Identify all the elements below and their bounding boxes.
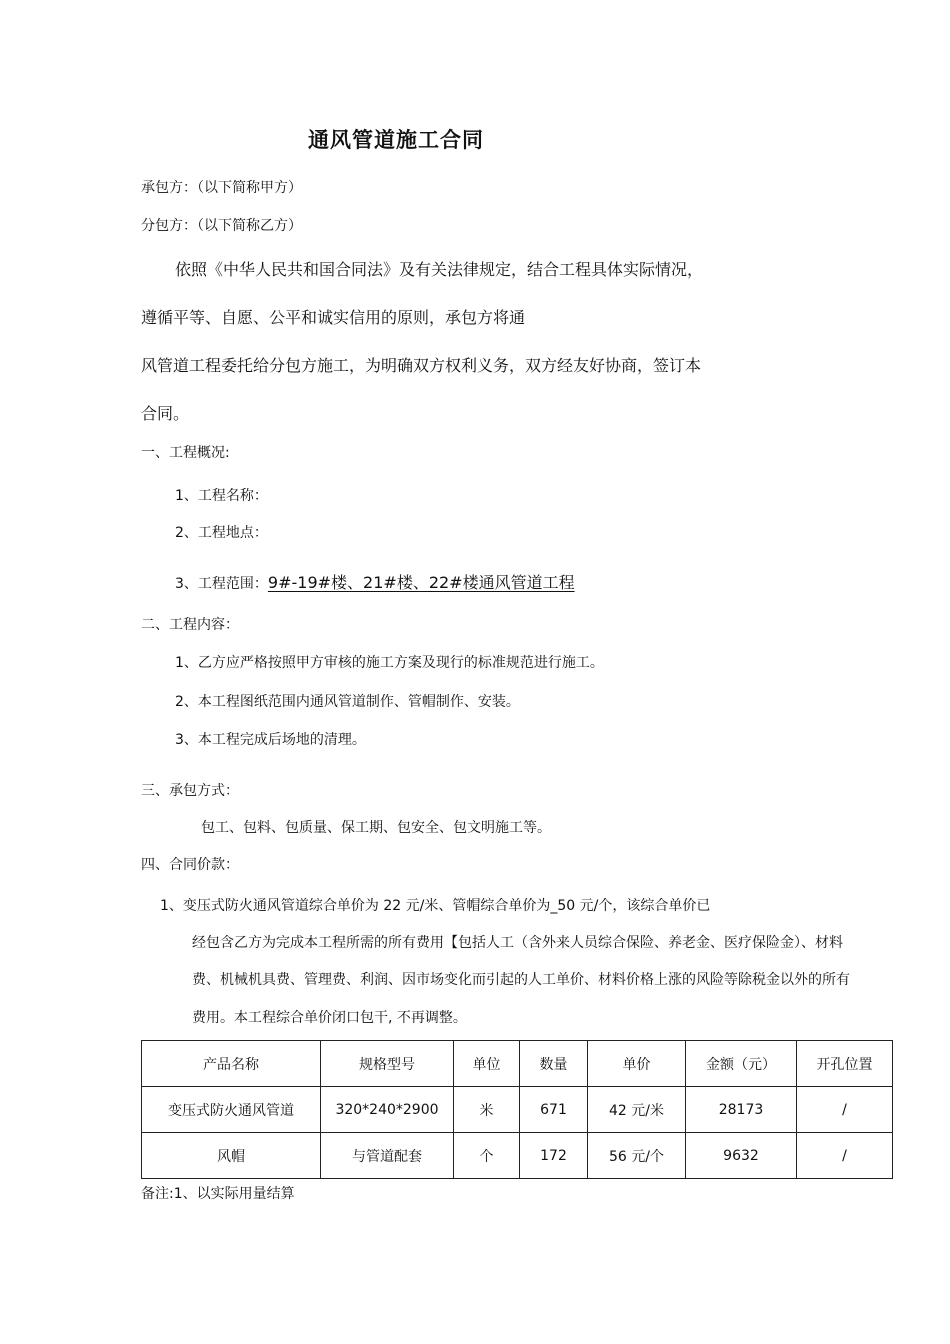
intro-line: 依照《中华人民共和国合同法》及有关法律规定，结合工程具体实际情况， bbox=[175, 260, 704, 279]
intro-line: 遵循平等、自愿、公平和诚实信用的原则，承包方将通 bbox=[141, 308, 526, 327]
table-cell: 42 元/米 bbox=[588, 1087, 686, 1133]
table-cell: 172 bbox=[520, 1133, 588, 1179]
table-cell: 个 bbox=[454, 1133, 520, 1179]
table-header: 数量 bbox=[520, 1041, 588, 1087]
price-paragraph-line: 1、变压式防火通风管道综合单价为 22 元/米、管帽综合单价为_50 元/个，该综合单价已 bbox=[160, 898, 711, 914]
project-scope bbox=[175, 574, 575, 593]
table-note: 备注:1、以实际用量结算 bbox=[141, 1186, 295, 1202]
contract-title: 通风管道施工合同 bbox=[308, 128, 484, 152]
content-item: 1、乙方应严格按照甲方审核的施工方案及现行的标准规范进行施工。 bbox=[175, 655, 604, 671]
table-cell: 米 bbox=[454, 1087, 520, 1133]
table-cell: 320*240*2900 bbox=[321, 1087, 454, 1133]
content-item: 3、本工程完成后场地的清理。 bbox=[175, 732, 366, 748]
table-cell: 56 元/个 bbox=[588, 1133, 686, 1179]
table-cell: / bbox=[797, 1133, 893, 1179]
table-cell: 风帽 bbox=[142, 1133, 321, 1179]
party-a: 承包方：（以下简称甲方） bbox=[141, 180, 302, 196]
price-paragraph-line: 经包含乙方为完成本工程所需的所有费用【包括人工（含外来人员综合保险、养老金、医疗保险金）、材料 bbox=[192, 935, 843, 951]
section2-heading: 二、工程内容： bbox=[141, 617, 239, 633]
table-header: 单位 bbox=[454, 1041, 520, 1087]
party-b: 分包方：（以下简称乙方） bbox=[141, 218, 302, 234]
table-cell: 与管道配套 bbox=[321, 1133, 454, 1179]
project-scope-value: 9#-19#楼、21#楼、22#楼通风管道工程 bbox=[267, 573, 575, 592]
table-header: 金额（元） bbox=[686, 1041, 797, 1087]
price-paragraph-line: 费用。本工程综合单价闭口包干, 不再调整。 bbox=[192, 1010, 467, 1026]
intro-line: 合同。 bbox=[141, 404, 190, 423]
table-header: 单价 bbox=[588, 1041, 686, 1087]
project-location: 2、工程地点： bbox=[175, 525, 268, 541]
table-header: 产品名称 bbox=[142, 1041, 321, 1087]
table-header: 开孔位置 bbox=[797, 1041, 893, 1087]
price-paragraph-line: 费、机械机具费、管理费、利润、因市场变化而引起的人工单价、材料价格上涨的风险等除税金以外的所有 bbox=[192, 972, 850, 988]
price-table bbox=[141, 1040, 893, 1179]
table-header-row bbox=[142, 1041, 893, 1087]
table-row bbox=[142, 1087, 893, 1133]
content-item: 2、本工程图纸范围内通风管道制作、管帽制作、安装。 bbox=[175, 694, 520, 710]
contract-method: 包工、包料、包质量、保工期、包安全、包文明施工等。 bbox=[201, 820, 551, 836]
section1-heading: 一、工程概况: bbox=[141, 445, 230, 461]
intro-line: 风管道工程委托给分包方施工，为明确双方权利义务，双方经友好协商，签订本 bbox=[141, 356, 702, 375]
table-cell: / bbox=[797, 1087, 893, 1133]
table-cell: 变压式防火通风管道 bbox=[142, 1087, 321, 1133]
section3-heading: 三、承包方式： bbox=[141, 783, 239, 799]
section4-heading: 四、合同价款： bbox=[141, 857, 239, 873]
table-header: 规格型号 bbox=[321, 1041, 454, 1087]
project-name: 1、工程名称： bbox=[175, 488, 268, 504]
table-cell: 28173 bbox=[686, 1087, 797, 1133]
table-row bbox=[142, 1133, 893, 1179]
table-cell: 9632 bbox=[686, 1133, 797, 1179]
table-cell: 671 bbox=[520, 1087, 588, 1133]
project-scope-label: 3、工程范围： bbox=[175, 576, 268, 592]
